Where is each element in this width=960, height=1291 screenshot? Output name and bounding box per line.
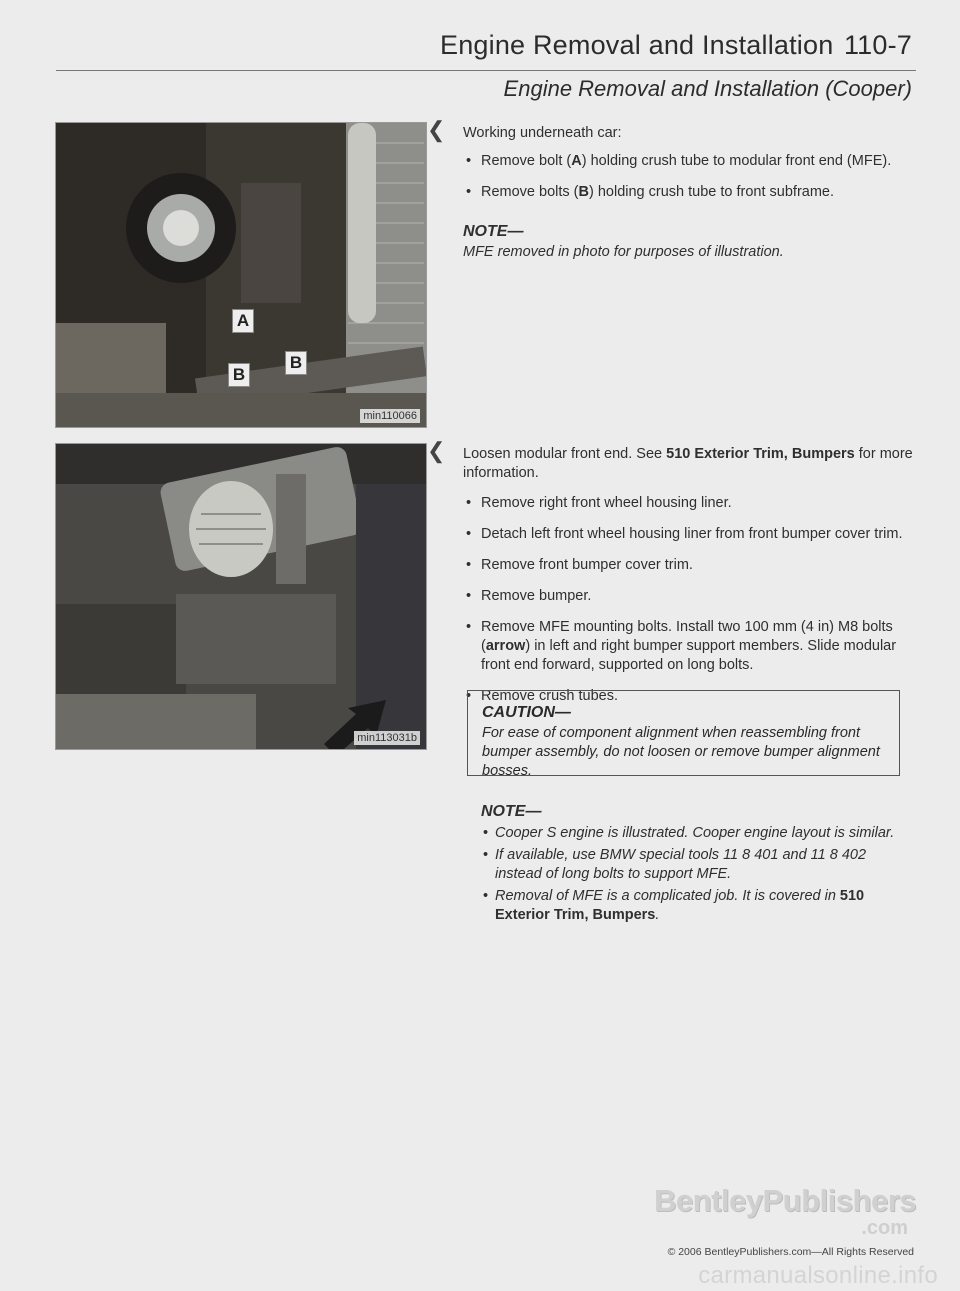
photo-illustration (56, 444, 426, 749)
list-item: • Remove crush tubes. (463, 687, 918, 706)
instruction-list (463, 494, 918, 706)
list-item: • Remove MFE mounting bolts. Install two 100 mm (4 in) M8 bolts (arrow) in left and right bumper support members. Slide modular front end forward, supported on long bolts. (463, 618, 918, 675)
instruction-block-2 (463, 445, 918, 706)
photo-engine-bay (55, 443, 427, 750)
list-item: • Removal of MFE is a complicated job. It is covered in 510 Exterior Trim, Bumpers. (481, 887, 913, 925)
list-item: • Remove bolts (B) holding crush tube to front subframe. (463, 183, 918, 202)
publisher-logo-suffix: .com (861, 1217, 908, 1239)
list-item: • Remove bolt (A) holding crush tube to modular front end (MFE). (463, 152, 918, 171)
caution-box (467, 690, 900, 779)
note-list (481, 824, 913, 925)
list-item: • Detach left front wheel housing liner from front bumper cover trim. (463, 525, 918, 544)
note-heading: NOTE— (463, 223, 524, 240)
watermark: carmanualsonline.info (698, 1262, 938, 1289)
caution-text: For ease of component alignment when reassembling front bumper assembly, do not loosen or remove bumper alignment bosses. (482, 725, 880, 779)
callout-b-left: B (228, 363, 250, 387)
list-item: • If available, use BMW special tools 11 8 401 and 11 8 402 instead of long bolts to support MFE. (481, 846, 913, 884)
header-rule (56, 70, 916, 71)
figure-id: min113031b (354, 731, 420, 745)
list-item: • Remove front bumper cover trim. (463, 556, 918, 575)
figure-id: min110066 (360, 409, 420, 423)
callout-a: A (232, 309, 254, 333)
copyright-notice: © 2006 BentleyPublishers.com—All Rights Reserved (667, 1246, 914, 1258)
list-item: • Cooper S engine is illustrated. Cooper engine layout is similar. (481, 824, 913, 843)
publisher-logo: BentleyPublishers (654, 1183, 916, 1218)
instruction-block-1 (463, 124, 918, 262)
list-item: • Remove right front wheel housing liner. (463, 494, 918, 513)
pointer-arrow-icon: ❮ (427, 438, 446, 463)
page-title: Engine Removal and Installation (440, 30, 834, 60)
caution-heading: CAUTION— (482, 704, 571, 721)
callout-b-right: B (285, 351, 307, 375)
pointer-arrow-icon: ❮ (427, 117, 446, 142)
note-block (481, 802, 913, 925)
note-text: MFE removed in photo for purposes of illustration. (463, 244, 784, 260)
page-number: 110-7 (843, 30, 912, 60)
instruction-list (463, 152, 918, 202)
section-subtitle: Engine Removal and Installation (Cooper) (503, 76, 912, 101)
page-header (440, 30, 912, 61)
instruction-lead: Working underneath car: (463, 125, 622, 141)
note-heading: NOTE— (481, 803, 542, 820)
list-item: • Remove bumper. (463, 587, 918, 606)
photo-crush-tube-bolts (55, 122, 427, 428)
instruction-lead: Loosen modular front end. See 510 Exterior Trim, Bumpers for more information. (463, 446, 913, 481)
